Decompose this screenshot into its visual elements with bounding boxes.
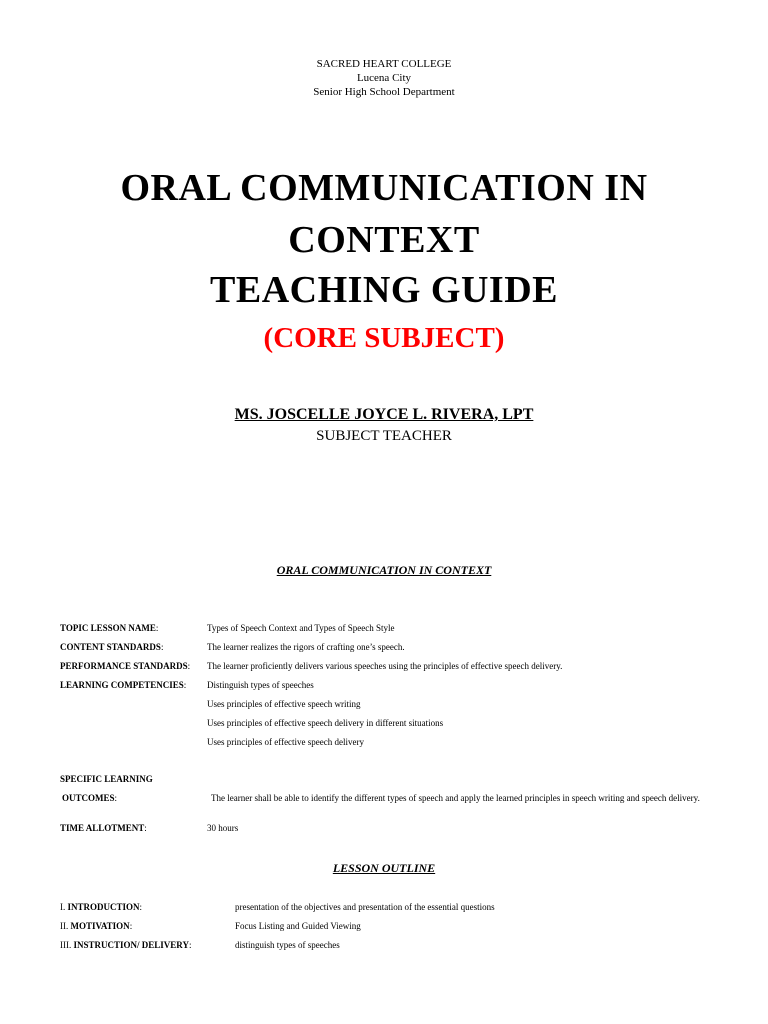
outline-value: Focus Listing and Guided Viewing [235,921,361,931]
outline-row: I. INTRODUCTION: [60,902,143,912]
competencies-row: LEARNING COMPETENCIES: [60,680,187,690]
outline-label: MOTIVATION [70,921,130,931]
department-name: Senior High School Department [313,86,455,98]
content-standards-label: CONTENT STANDARDS [60,642,161,652]
topic-label: TOPIC LESSON NAME [60,623,156,633]
outline-label: INTRODUCTION [67,902,140,912]
topic-row: TOPIC LESSON NAME: [60,623,159,633]
time-allotment-value: 30 hours [207,823,239,833]
competency-item: Uses principles of effective speech delivery in different situations [207,718,444,728]
outcomes-value: The learner shall be able to identify the different types of speech and apply the learned principles in speech writing and speech delivery. [211,793,700,803]
time-allotment-row: TIME ALLOTMENT: [60,823,147,833]
competency-item: Uses principles of effective speech writing [207,699,361,709]
teacher-role: SUBJECT TEACHER [316,428,452,444]
city-name: Lucena City [356,72,412,84]
outline-number: II. [60,921,69,931]
outline-row: II. MOTIVATION: [60,921,133,931]
outline-value: distinguish types of speeches [235,940,340,950]
competency-item: Uses principles of effective speech delivery [207,737,365,747]
teacher-name: MS. JOSCELLE JOYCE L. RIVERA, LPT [234,406,534,423]
main-title [0,162,768,266]
school-header [0,57,768,99]
outline-heading: LESSON OUTLINE [332,861,436,875]
content-standards-value: The learner realizes the rigors of crafting one’s speech. [207,642,405,652]
outline-label: INSTRUCTION/ DELIVERY [73,940,189,950]
performance-standards-value: The learner proficiently delivers various speeches using the principles of effective speech delivery. [207,661,563,671]
performance-standards-row: PERFORMANCE STANDARDS: [60,661,191,671]
outline-row: III. INSTRUCTION/ DELIVERY: [60,940,192,950]
performance-standards-label: PERFORMANCE STANDARDS [60,661,188,671]
outcomes-label-line-1 [60,773,153,785]
institution-name: SACRED HEART COLLEGE [316,58,452,70]
outline-number: III. [60,940,72,950]
outcomes-label-line-2: OUTCOMES: [62,793,118,803]
outline-value: presentation of the objectives and presentation of the essential questions [235,902,495,912]
title-line-2: CONTEXT [288,219,480,261]
time-allotment-label: TIME ALLOTMENT [60,823,145,833]
topic-value: Types of Speech Context and Types of Speech Style [207,623,395,633]
outcomes-label-1: SPECIFIC LEARNING [60,774,153,784]
competencies-label: LEARNING COMPETENCIES [60,680,184,690]
content-standards-row: CONTENT STANDARDS: [60,642,164,652]
outline-number: I. [60,902,66,912]
competency-item: Distinguish types of speeches [207,680,314,690]
title-line-3: TEACHING GUIDE [210,269,558,311]
core-subject-subtitle: (CORE SUBJECT) [263,322,505,354]
title-line-1: ORAL COMMUNICATION IN [120,167,648,209]
outcomes-label-2: OUTCOMES [62,793,115,803]
course-heading: ORAL COMMUNICATION IN CONTEXT [276,563,492,577]
